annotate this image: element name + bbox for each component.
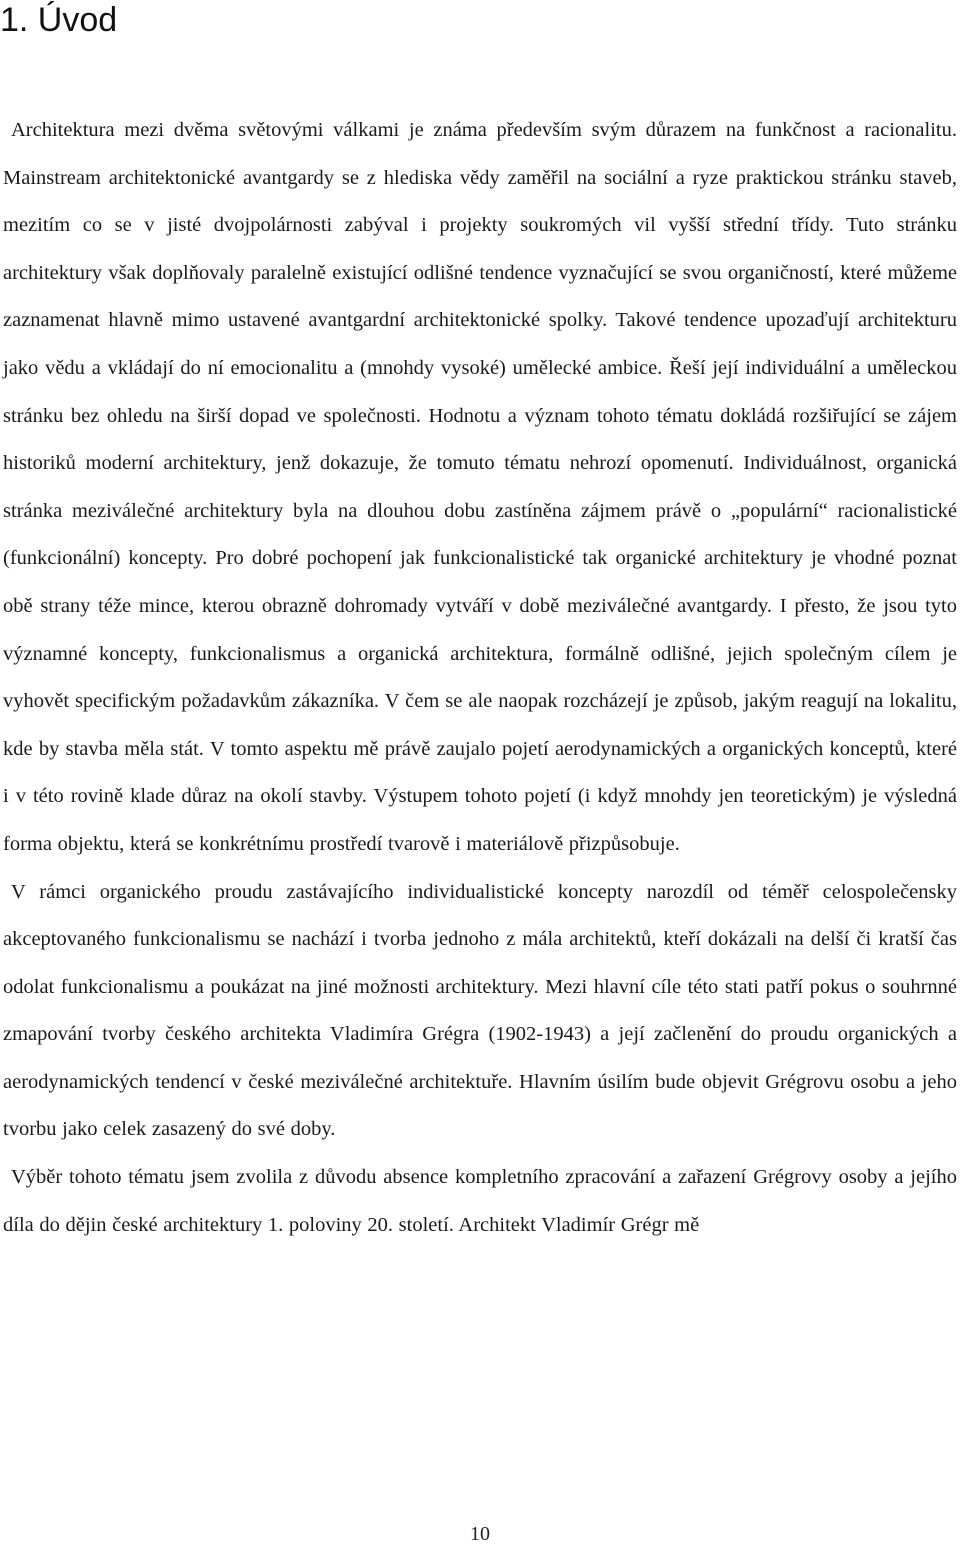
paragraph-organic-stream: V rámci organického proudu zastávajícího individualistické koncepty narozdíl od téměř celospolečensky akceptovaného funkcionalismu se nachází i tvorba jednoho z mála architektů, kteří dokázali na delší či kratší čas odolat funkcionalismu a poukázat na jiné možnosti architektury. Mezi hlavní cíle této stati patří pokus o souhrnné zmapování tvorby českého architekta Vladimíra Grégra (1902-1943) a její začlenění do proudu organických a aerodynamických tendencí v české meziválečné architektuře. Hlavním úsilím bude objevit Grégrovu osobu a jeho tvorbu jako celek zasazený do své doby. (3, 880, 957, 1141)
paragraph-intro: Architektura mezi dvěma světovými válkami je známa především svým důrazem na funkčnost a racionalitu. Mainstream architektonické avantgardy se z hlediska vědy zaměřil na sociální a ryze praktickou stránku staveb, mezitím co se v jisté dvojpolárnosti zabýval i projekty soukromých vil vyšší střední třídy. Tuto stránku architektury však doplňovaly paralelně existující odlišné tendence vyznačující se svou organičností, které můžeme zaznamenat hlavně mimo ustavené avantgardní architektonické spolky. Takové tendence upozaďují architekturu jako vědu a vkládají do ní emocionalitu a (mnohdy vysoké) umělecké ambice. Řeší její individuální a uměleckou stránku bez ohledu na širší dopad ve společnosti. Hodnotu a význam tohoto tématu dokládá rozšiřující se zájem historiků moderní architektury, jenž dokazuje, že tomuto tématu nehrozí opomenutí. Individuálnost, organická stránka meziválečné architektury byla na dlouhou dobu zastíněna zájmem právě o „populární“ racionalistické (funkcionální) koncepty. Pro dobré pochopení jak funkcionalistické tak organické architektury je vhodné poznat obě strany téže mince, kterou obrazně dohromady vytváří v době meziválečné avantgardy. I přesto, že jsou tyto významné koncepty, funkcionalismus a organická architektura, formálně odlišné, jejich společným cílem je vyhovět specifickým požadavkům zákazníka. V čem se ale naopak rozcházejí je způsob, jakým reagují na lokalitu, kde by stavba měla stát. V tomto aspektu mě právě zaujalo pojetí aerodynamických a organických konceptů, které i v této rovině klade důraz na okolí stavby. Výstupem tohoto pojetí (i když mnohdy jen teoretickým) je výsledná forma objektu, která se konkrétnímu prostředí tvarově i materiálově přizpůsobuje. (3, 119, 957, 855)
page-number: 10 (470, 1523, 490, 1545)
chapter-heading: 1. Úvod (0, 1, 118, 39)
paragraph-topic-choice: Výběr tohoto tématu jsem zvolila z důvodu absence kompletního zpracování a zařazení Grégrovy osoby a jejího díla do dějin české architektury 1. poloviny 20. století. Architekt Vladimír Grégr mě (3, 1166, 957, 1236)
body-text (3, 107, 957, 1249)
